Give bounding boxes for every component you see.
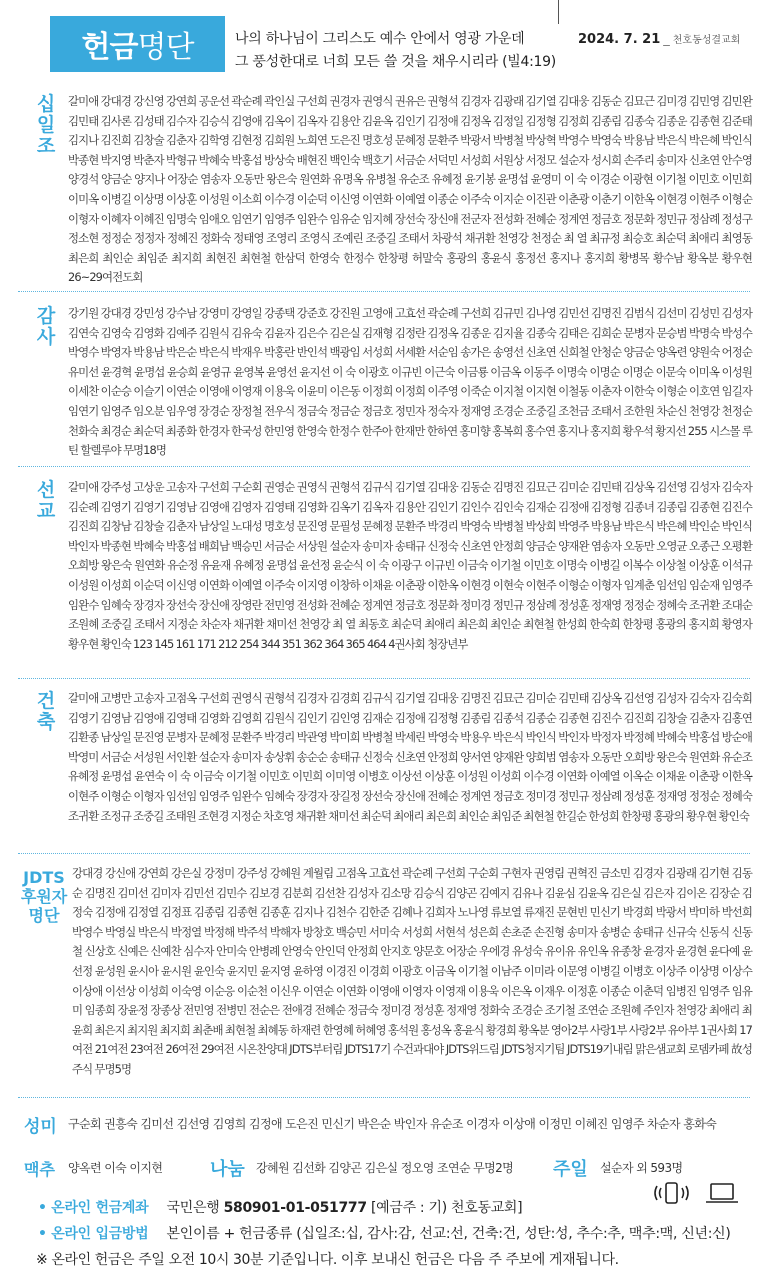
page-title (50, 16, 225, 72)
category-text-building: 갈미애 고병만 고송자 고점옥 구선희 권영식 권형석 김경자 김경희 김규식 김기열 김대웅 김명진 김묘근 김미순 김민태 김상옥 김선영 김성자 김숙자 김숙희 김영기 김영남 김영애 김영태 김영화 김영희 김원식 김인기 김인영 김재순 김정애 김정형 김종림 김종석 김종순 김종현 김진수 김진희 김창술 김춘자 김홍연 김환종 남상일 문진영 문병자 문혜정 문환주 박경리 박관영 박미희 박병철 박세린 박영숙 박용우 박은식 박인식 박인자 박정자 박정혜 박혜숙 박홍섭 방순애 박영미 서금순 서성원 서인환 설순자 송미자 송상휘 송순순 송태규 신정숙 신초연 안정희 양서연 양재완 양희범 염송자 오동만 오희방 왕은숙 원연화 유순조 유혜정 윤명섭 윤연숙 이 숙 이금숙 이기철 이민호 이민희 이미영 이병호 이상선 이상훈 이성원 이성희 이수경 이연화 이예열 이옥순 이채윤 이춘광 이한옥 이현주 이형순 이형자 임선임 임영주 임완수 임혜숙 장경자 장길정 장선숙 장신애 전혜순 정계연 정금호 정미경 정민규 정삼례 정성훈 정재영 정정순 정혜숙 조귀환 조정규 조중길 조태원 조현경 지정순 차호영 채귀환 채미선 최순덕 최애리 최은희 최인순 최임준 최현철 한길순 한성희 한창평 홍광의 황우현 황인숙 (68, 691, 752, 823)
maekchu-label: 맥추 (24, 1160, 55, 1179)
category-text-jdts: 강대경 강신애 강연희 강은실 강정미 강주성 강혜원 계월림 고점옥 고효선 곽순례 구선희 구순회 구현자 권영림 권혁진 금소민 김경자 김광래 김기현 김동순 김명진 김미선 김미자 김민선 김민수 김보경 김분희 김선찬 김성자 김소망 김승식 김양곤 김예지 김유나 김윤심 김윤옥 김은실 김은자 김이온 김장순 김정숙 김정애 김정열 김정표 김종림 김종현 김종훈 김지나 김천수 김한준 김혜나 김희자 노나영 류보열 류재진 문현빈 민신기 박경희 박광서 박미하 박선희 박영수 박영실 박은식 박정열 박정해 박주석 박해자 방창호 백승민 서미숙 서성희 서현석 성은희 손초준 손진형 송미자 송병순 송태규 신규숙 신동식 신동철 신상호 신예은 신예찬 심수자 안미숙 안병례 안영숙 안인덕 안정희 안지호 양문호 어장순 우에경 유성숙 유이유 유인옥 유종창 윤경자 윤경현 윤다예 윤선정 윤성원 윤시아 윤시원 윤인숙 윤지민 윤지영 윤하영 이경진 이경희 이광호 이금옥 이기철 이남주 이미라 이문영 이병길 이병호 이상주 이상명 이상수 이상애 이선상 이성희 이숙영 이순응 이순천 이신우 이연순 이연화 이영애 이영자 이영재 이용욱 이은옥 이재우 이정훈 이종순 이춘덕 임병진 임영주 임유미 임종희 장윤정 장종상 전민영 전병민 전순은 전애경 전혜순 정금숙 정미경 정성훈 정재영 정화숙 조경순 조기철 조연순 조원혜 주인자 천영강 최애리 최윤희 최은지 최지원 최지희 최춘배 최현철 최혜동 하재련 한영혜 허혜영 홍석원 홍성옥 홍윤식 황경희 황옥분 영아2부 사랑1부 사랑2부 유아부 1권사회 17여전 21여전 23여전 26여전 29여전 시온찬양대 JDTS부터림 JDTS17기 수건과대야 JDTS위드림 JDTS청지기팀 JDTS19기내림 맑은샘교회 로뎀카페 故성주식 무명5명 (72, 866, 752, 1076)
seongmi-label: 성미 (24, 1117, 57, 1137)
section-divider (18, 291, 750, 292)
nanum-text: 강혜원 김선화 김양곤 김은실 정오영 조연순 무명2명 (256, 1161, 514, 1175)
bible-verse (235, 28, 556, 74)
page-title-rest: 명단 (137, 30, 194, 65)
category-text-tithe: 갈미애 강대경 강신영 강연희 공운선 곽순례 곽인실 구선희 권경자 권영식 권유은 권형석 김경자 김광래 김기열 김대웅 김동순 김묘근 김미경 김민영 김민완 김민태 김사론 김성태 김수자 김승식 김영애 김옥이 김옥자 김용안 김윤옥 김인기 김정애 김정옥 김정일 김정형 김정희 김종림 김종숙 김종운 김종현 김준태 김지나 김진희 김창술 김춘자 김학영 김현정 김희원 노희연 도은진 명호성 문혜정 문환주 박광서 박병철 박상혁 박영수 박영숙 박용남 박은식 박은혜 박인식 박종현 박지영 박춘자 박형규 박혜숙 박홍섭 방상숙 배현진 백인숙 백호기 서금순 서덕민 서성희 서원상 서정모 설순자 성시희 손주리 송미자 신초연 안수영 양경석 양금순 양지나 어장순 염송자 오동만 왕은숙 원연화 유명옥 유병철 유순조 유혜정 윤기봉 윤명섭 윤영미 이 숙 이경순 이광현 이기철 이민호 이민희 이미옥 이병길 이상명 이상훈 이성원 이소희 이수경 이순덕 이신영 이연화 이예열 이종순 이주숙 이지순 이진관 이춘광 이춘기 이한옥 이현경 이현주 이형순 이형자 이혜자 이혜진 임명숙 임애오 임연기 임영주 임완수 임유순 임지혜 장선숙 장신애 전군자 전성화 전혜순 정계연 정금호 정문화 정민규 정삼례 정성구 정소현 정정순 정정자 정혜진 정화숙 정태영 조영리 조영식 조예린 조중길 조태서 차광석 채귀환 천영강 천정순 최 열 최규정 최승호 최순덕 최애리 최영동 최은희 최인순 최임준 최지희 최현진 최현철 한삼덕 한영숙 한정수 한창평 허말숙 홍광의 홍윤식 홍정선 홍지나 홍지희 황병목 황수남 황옥분 황우현 26~29여전도회 (68, 94, 752, 285)
church-name: 천호동성결교회 (672, 35, 741, 46)
online-method-row (38, 1223, 731, 1243)
online-method-text: 본인이름 + 헌금종류 (십일조:십, 감사:감, 선교:선, 건축:건, 성탄:성, 추수:추, 맥추:맥, 신년:신) (166, 1226, 731, 1242)
section-divider (18, 853, 750, 854)
account-holder: [예금주 : 기) 천호동교회] (370, 1200, 523, 1216)
section-divider (18, 466, 750, 467)
date-text: 2024. 7. 21 (578, 32, 661, 47)
verse-line-1: 나의 하나님이 그리스도 예수 안에서 영광 가운데 (235, 31, 525, 47)
category-text-mission: 갈미애 강주성 고상운 고송자 구선희 구순회 권영순 권영식 권형석 김규식 김기열 김대웅 김동순 김명진 김묘근 김미순 김민태 김상옥 김선영 김성자 김숙자 김순례 김영기 김영기 김영남 김영애 김영자 김영태 김영화 김옥기 김옥자 김용안 김인기 김인수 김인숙 김재순 김정애 김정형 김종녀 김종림 김종현 김진수 김진희 김창남 김창술 김춘자 남상일 노대성 명호성 문진영 문필성 문혜정 문환주 박경리 박영숙 박병철 박상희 박영주 박용남 박은식 박은혜 박인순 박인식 박인자 박종현 박혜숙 박홍섭 배희남 백승민 서금순 서상원 설순자 송미자 송태규 신정숙 신초연 안정희 양금순 양재완 염송자 오동만 오영균 오종근 오평환 오희방 왕은숙 원연화 유순정 유윤재 유혜정 윤명섭 윤선정 윤순식 이 숙 이광구 이규빈 이금숙 이기철 이민호 이명숙 이병길 이복수 이상철 이상훈 이석규 이성원 이성희 이순덕 이신영 이연화 이예열 이주숙 이지영 이창하 이채윤 이춘광 이한옥 이현경 이현숙 이현주 이형순 이형자 임계춘 임선임 임순재 임영주 임완수 임혜숙 장경자 장선숙 장신애 장영란 전민영 전성화 전혜순 정계연 정금호 정문화 정미경 정민규 정삼례 정성훈 정재영 정정순 정혜숙 조귀환 조대순 조원혜 조중길 조태서 지정순 차순자 채귀환 채미선 천영강 최 열 최동호 최순덕 최애리 최은희 최인순 최현철 한성희 한숙희 한창평 홍광의 홍지희 황영자 황우현 황인숙 123 145 161 171 212 254 344 351 362 364 365 464 4권사회 청장년부 (68, 480, 752, 651)
online-method-label: • 온라인 입금방법 (38, 1226, 149, 1242)
online-account-label: • 온라인 헌금계좌 (38, 1200, 149, 1216)
juil-label: 주일 (553, 1159, 588, 1180)
header-divider (558, 0, 559, 24)
section-divider (18, 678, 750, 679)
seongmi-text: 구순회 권흥숙 김미선 김선영 김영희 김정애 도은진 민신기 박은순 박인자 유순조 이경자 이상애 이정민 이혜진 임영주 차순자 홍화숙 (68, 1117, 717, 1131)
bank-name: 국민은행 (166, 1200, 220, 1216)
phone-vibrate-icon (655, 1183, 688, 1203)
category-label-thanks: 감 사 (36, 305, 56, 348)
issue-date (578, 31, 740, 47)
contact-icons (652, 1181, 742, 1207)
category-label-building: 건 축 (36, 690, 56, 733)
laptop-icon (706, 1184, 738, 1202)
section-divider (18, 1097, 750, 1098)
maekchu-text: 양옥련 이숙 이지현 (68, 1161, 163, 1175)
juil-text: 설순자 외 593명 (600, 1161, 683, 1175)
page-title-bold: 헌금 (81, 30, 138, 65)
header (0, 0, 768, 80)
online-note: ※ 온라인 헌금은 주일 오전 10시 30분 기준입니다. 이후 보내신 헌금은 다음 주 주보에 게재됩니다. (36, 1252, 619, 1268)
online-account-row (38, 1197, 522, 1217)
category-label-jdts: JDTS 후원자 명단 (20, 868, 68, 925)
category-label-mission: 선 교 (36, 479, 56, 522)
category-text-thanks: 강기원 강대경 강민성 강수남 강영미 강영일 강종택 강준호 강진원 고영애 고효선 곽순례 구선희 김규민 김나영 김민선 김명진 김범식 김선미 김성민 김성자 김연숙 김영숙 김영화 김예주 김원식 김유숙 김윤자 김은수 김은실 김재형 김정란 김정옥 김종운 김지율 김종숙 김태은 김희순 문병자 문승범 박명숙 박성수 박영수 박영자 박용남 박은순 박은식 박재우 박홍란 반인석 백광임 서성희 서세환 서순임 송가은 송영선 신초연 신희철 안청순 양금순 양옥련 양원숙 어정순 유미선 윤경혁 윤명섭 윤승희 윤영규 윤영복 윤영선 윤지선 이 숙 이광호 이규빈 이근숙 이금룡 이금옥 이동주 이명숙 이명순 이명순 이문숙 이미옥 이성원 이세찬 이순승 이슬기 이연순 이영애 이영재 이용욱 이윤미 이은동 이정희 이정희 이주영 이죽순 이지철 이지현 이철동 이춘자 이한숙 이형순 이호연 임길자 임연기 임영주 임오분 임우영 장경순 장정철 전우식 정금숙 정금순 정금호 정민자 정숙자 정재영 조경순 조중길 조천금 조태서 조한원 차순신 천영강 천정순 천화숙 최경순 최순덕 최종화 한경자 한국성 한민영 한영숙 한정수 한주아 한재만 한하연 홍미향 홍복희 홍수연 홍지나 홍지희 황우석 황지선 255 시스몰 루틴 할렐루야 무명18명 (68, 306, 752, 458)
date-dash: _ (663, 32, 670, 47)
nanum-label: 나눔 (210, 1159, 245, 1180)
verse-line-2: 그 풍성한대로 너희 모든 쓸 것을 채우시리라 (빌4:19) (235, 54, 556, 70)
account-number: 580901-01-051777 (223, 1200, 367, 1216)
category-label-tithe: 십 일 조 (36, 93, 56, 157)
